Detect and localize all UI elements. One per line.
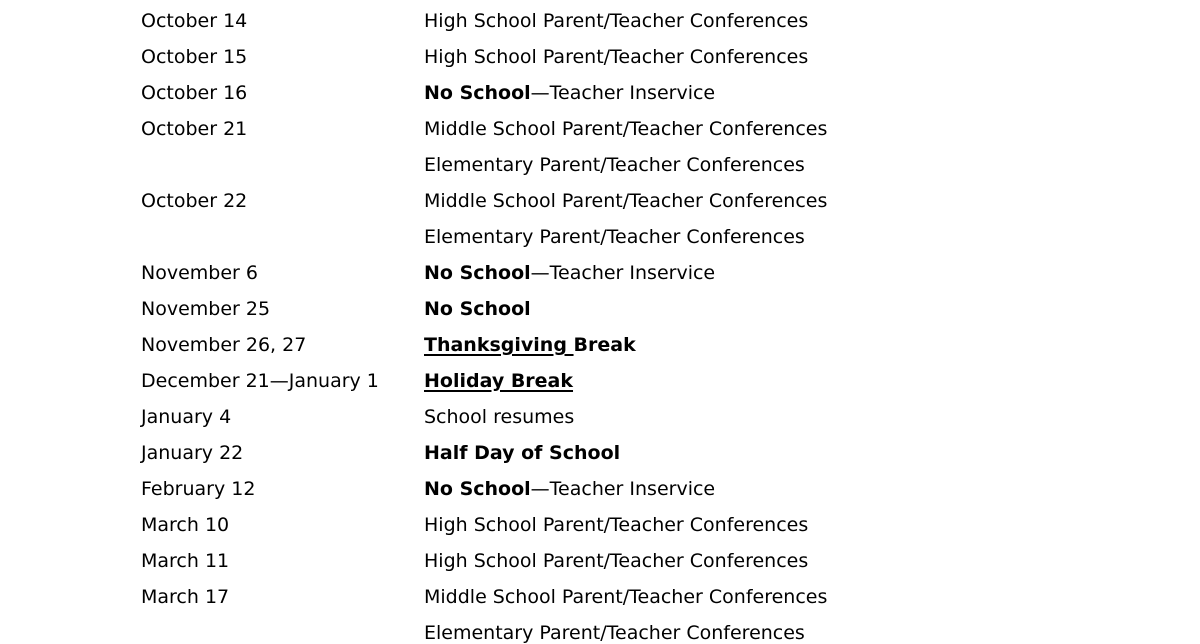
schedule-event: School resumes (424, 406, 575, 428)
schedule-event: No School (424, 298, 531, 320)
schedule-row (0, 478, 1200, 514)
schedule-row (0, 154, 1200, 190)
schedule-date: December 21—January 1 (141, 370, 379, 392)
schedule-date: October 14 (141, 10, 248, 32)
schedule-date: March 10 (141, 514, 230, 536)
event-detail: —Teacher Inservice (530, 262, 716, 284)
schedule-date: October 22 (141, 190, 248, 212)
schedule-event: Middle School Parent/Teacher Conferences (424, 118, 828, 140)
schedule-event: High School Parent/Teacher Conferences (424, 550, 809, 572)
event-emphasis: No School (424, 262, 531, 284)
schedule-date: October 16 (141, 82, 248, 104)
schedule-date: November 25 (141, 298, 271, 320)
schedule-date: February 12 (141, 478, 256, 500)
schedule-date: January 22 (141, 442, 244, 464)
schedule-row (0, 594, 1200, 644)
schedule-row (0, 118, 1200, 154)
schedule-row (0, 226, 1200, 262)
schedule-row (0, 298, 1200, 334)
schedule-row (0, 550, 1200, 586)
schedule-row (0, 406, 1200, 442)
schedule-event: Middle School Parent/Teacher Conferences (424, 190, 828, 212)
schedule-row (0, 82, 1200, 118)
schedule-row (0, 370, 1200, 406)
schedule-date: March 17 (141, 586, 230, 608)
schedule-event: Elementary Parent/Teacher Conferences (424, 622, 805, 644)
schedule-event: Half Day of School (424, 442, 621, 464)
schedule-event (424, 478, 715, 500)
schedule-event: High School Parent/Teacher Conferences (424, 514, 809, 536)
schedule-row (0, 46, 1200, 82)
event-emphasis: No School (424, 82, 531, 104)
schedule-date: November 26, 27 (141, 334, 307, 356)
schedule-date: January 4 (141, 406, 232, 428)
schedule-event (424, 82, 715, 104)
event-detail: —Teacher Inservice (530, 82, 716, 104)
schedule-event (424, 262, 715, 284)
schedule-date: October 15 (141, 46, 248, 68)
event-detail: —Teacher Inservice (530, 478, 716, 500)
event-emphasis: Break (573, 334, 636, 356)
schedule-event (424, 334, 636, 356)
schedule-date: March 11 (141, 550, 230, 572)
schedule-event: Middle School Parent/Teacher Conferences (424, 586, 828, 608)
schedule-event: Holiday Break (424, 370, 574, 392)
schedule-row (0, 514, 1200, 550)
schedule-event: High School Parent/Teacher Conferences (424, 46, 809, 68)
schedule-row (0, 10, 1200, 46)
schedule-date: October 21 (141, 118, 248, 140)
event-emphasis: No School (424, 478, 531, 500)
schedule-event: High School Parent/Teacher Conferences (424, 10, 809, 32)
schedule-event: Elementary Parent/Teacher Conferences (424, 226, 805, 248)
schedule-row (0, 262, 1200, 298)
schedule-date: November 6 (141, 262, 258, 284)
event-underlined: Thanksgiving (424, 334, 574, 356)
schedule-row (0, 334, 1200, 370)
schedule-row (0, 442, 1200, 478)
schedule-event: Elementary Parent/Teacher Conferences (424, 154, 805, 176)
schedule-row (0, 190, 1200, 226)
